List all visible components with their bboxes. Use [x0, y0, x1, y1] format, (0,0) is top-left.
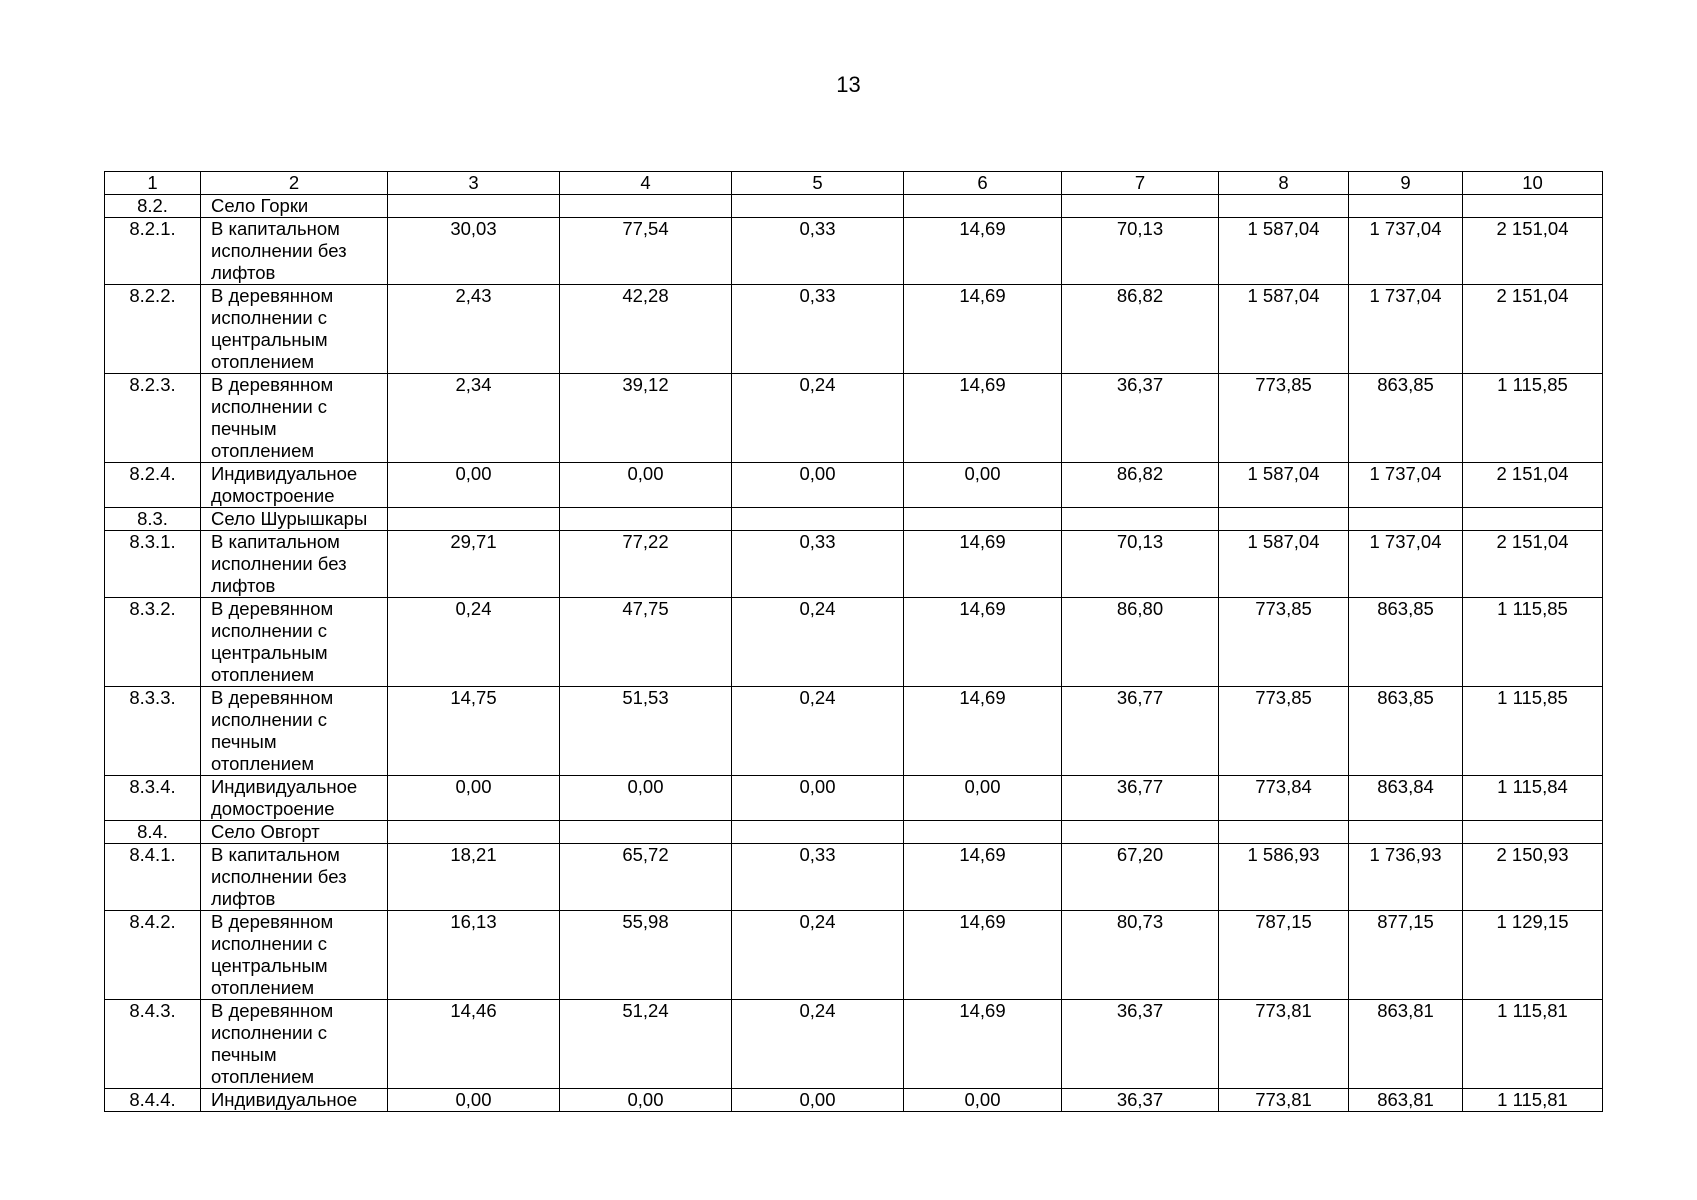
cell-value: 773,85	[1219, 374, 1349, 463]
cell-value: 0,33	[732, 218, 904, 285]
row-code: 8.2.4.	[105, 463, 201, 508]
table-row	[105, 844, 1603, 911]
cell-value: 86,80	[1062, 598, 1219, 687]
row-name: В деревянном исполнении с центральным отоплением	[201, 285, 388, 374]
row-name: В капитальном исполнении без лифтов	[201, 531, 388, 598]
column-header: 7	[1062, 172, 1219, 195]
cell-value	[904, 821, 1062, 844]
cell-value: 0,00	[904, 463, 1062, 508]
cell-value: 0,24	[732, 598, 904, 687]
row-code: 8.3.	[105, 508, 201, 531]
cell-value: 0,00	[560, 776, 732, 821]
table-row	[105, 821, 1603, 844]
cell-value: 863,81	[1349, 1089, 1463, 1112]
cell-value: 86,82	[1062, 285, 1219, 374]
cell-value: 18,21	[388, 844, 560, 911]
row-code: 8.4.4.	[105, 1089, 201, 1112]
cell-value: 51,53	[560, 687, 732, 776]
cell-value: 80,73	[1062, 911, 1219, 1000]
cell-value: 65,72	[560, 844, 732, 911]
table-row	[105, 508, 1603, 531]
cell-value	[1349, 508, 1463, 531]
cell-value: 14,69	[904, 844, 1062, 911]
row-code: 8.2.	[105, 195, 201, 218]
row-code: 8.4.1.	[105, 844, 201, 911]
table-row	[105, 598, 1603, 687]
cell-value: 773,85	[1219, 687, 1349, 776]
row-code: 8.2.2.	[105, 285, 201, 374]
cell-value: 773,85	[1219, 598, 1349, 687]
cell-value: 0,33	[732, 531, 904, 598]
cell-value: 0,24	[732, 1000, 904, 1089]
cell-value: 14,69	[904, 911, 1062, 1000]
cell-value	[1463, 508, 1603, 531]
column-header: 2	[201, 172, 388, 195]
table-row	[105, 1089, 1603, 1112]
cell-value	[904, 508, 1062, 531]
table-row	[105, 218, 1603, 285]
row-code: 8.2.3.	[105, 374, 201, 463]
cell-value: 1 587,04	[1219, 285, 1349, 374]
row-code: 8.3.3.	[105, 687, 201, 776]
cell-value: 14,46	[388, 1000, 560, 1089]
cell-value: 0,24	[732, 911, 904, 1000]
row-name: Село Шурышкары	[201, 508, 388, 531]
cell-value: 77,22	[560, 531, 732, 598]
cell-value: 863,85	[1349, 687, 1463, 776]
cell-value: 0,33	[732, 285, 904, 374]
cell-value: 773,84	[1219, 776, 1349, 821]
cell-value: 0,00	[732, 1089, 904, 1112]
row-code: 8.4.	[105, 821, 201, 844]
cell-value: 2,43	[388, 285, 560, 374]
cell-value: 877,15	[1349, 911, 1463, 1000]
cell-value: 47,75	[560, 598, 732, 687]
cell-value: 863,84	[1349, 776, 1463, 821]
table-row	[105, 776, 1603, 821]
cell-value: 36,77	[1062, 687, 1219, 776]
cell-value: 0,24	[732, 687, 904, 776]
tariff-table	[104, 171, 1603, 1112]
cell-value: 0,00	[388, 776, 560, 821]
cell-value: 2 151,04	[1463, 531, 1603, 598]
cell-value: 0,00	[388, 463, 560, 508]
cell-value: 42,28	[560, 285, 732, 374]
cell-value: 773,81	[1219, 1000, 1349, 1089]
cell-value: 1 737,04	[1349, 463, 1463, 508]
cell-value: 36,37	[1062, 374, 1219, 463]
cell-value: 77,54	[560, 218, 732, 285]
cell-value: 0,24	[732, 374, 904, 463]
cell-value	[1062, 195, 1219, 218]
cell-value: 70,13	[1062, 531, 1219, 598]
cell-value: 773,81	[1219, 1089, 1349, 1112]
cell-value: 14,69	[904, 218, 1062, 285]
cell-value	[732, 195, 904, 218]
row-code: 8.3.4.	[105, 776, 201, 821]
cell-value: 16,13	[388, 911, 560, 1000]
cell-value	[1062, 821, 1219, 844]
cell-value	[1349, 821, 1463, 844]
cell-value	[1463, 821, 1603, 844]
cell-value	[1062, 508, 1219, 531]
table-row	[105, 1000, 1603, 1089]
table-row	[105, 463, 1603, 508]
cell-value: 1 115,85	[1463, 598, 1603, 687]
cell-value: 1 737,04	[1349, 531, 1463, 598]
cell-value: 1 736,93	[1349, 844, 1463, 911]
cell-value	[1219, 508, 1349, 531]
cell-value: 1 586,93	[1219, 844, 1349, 911]
cell-value: 863,85	[1349, 598, 1463, 687]
row-name: В деревянном исполнении с печным отоплением	[201, 1000, 388, 1089]
row-code: 8.3.1.	[105, 531, 201, 598]
row-name: В деревянном исполнении с печным отоплением	[201, 687, 388, 776]
cell-value	[388, 821, 560, 844]
cell-value: 51,24	[560, 1000, 732, 1089]
table-row	[105, 285, 1603, 374]
cell-value: 787,15	[1219, 911, 1349, 1000]
cell-value: 86,82	[1062, 463, 1219, 508]
cell-value: 2 150,93	[1463, 844, 1603, 911]
cell-value: 2 151,04	[1463, 285, 1603, 374]
table-row	[105, 911, 1603, 1000]
cell-value: 36,37	[1062, 1089, 1219, 1112]
cell-value: 70,13	[1062, 218, 1219, 285]
cell-value: 1 737,04	[1349, 285, 1463, 374]
row-name: В деревянном исполнении с центральным отоплением	[201, 598, 388, 687]
row-name: В капитальном исполнении без лифтов	[201, 218, 388, 285]
row-name: Индивидуальное домостроение	[201, 776, 388, 821]
cell-value	[388, 195, 560, 218]
table-row	[105, 195, 1603, 218]
cell-value: 0,24	[388, 598, 560, 687]
column-header: 4	[560, 172, 732, 195]
cell-value: 14,69	[904, 687, 1062, 776]
cell-value	[732, 508, 904, 531]
cell-value: 29,71	[388, 531, 560, 598]
cell-value	[732, 821, 904, 844]
cell-value: 0,00	[388, 1089, 560, 1112]
row-code: 8.4.2.	[105, 911, 201, 1000]
cell-value: 0,00	[560, 1089, 732, 1112]
cell-value: 14,69	[904, 531, 1062, 598]
cell-value: 863,81	[1349, 1000, 1463, 1089]
column-header: 5	[732, 172, 904, 195]
column-header: 3	[388, 172, 560, 195]
cell-value	[1219, 821, 1349, 844]
cell-value: 1 587,04	[1219, 531, 1349, 598]
cell-value: 2 151,04	[1463, 463, 1603, 508]
cell-value	[1219, 195, 1349, 218]
cell-value: 1 115,85	[1463, 374, 1603, 463]
row-name: В деревянном исполнении с печным отоплением	[201, 374, 388, 463]
cell-value: 2,34	[388, 374, 560, 463]
cell-value: 1 115,84	[1463, 776, 1603, 821]
cell-value: 0,00	[732, 463, 904, 508]
cell-value: 1 587,04	[1219, 218, 1349, 285]
cell-value: 863,85	[1349, 374, 1463, 463]
cell-value	[1349, 195, 1463, 218]
cell-value: 0,33	[732, 844, 904, 911]
cell-value	[560, 508, 732, 531]
row-name: В капитальном исполнении без лифтов	[201, 844, 388, 911]
column-header: 6	[904, 172, 1062, 195]
cell-value: 1 115,85	[1463, 687, 1603, 776]
cell-value: 1 115,81	[1463, 1000, 1603, 1089]
cell-value: 0,00	[904, 1089, 1062, 1112]
cell-value	[560, 195, 732, 218]
cell-value: 14,69	[904, 598, 1062, 687]
row-code: 8.3.2.	[105, 598, 201, 687]
row-name: Село Овгорт	[201, 821, 388, 844]
table-row	[105, 531, 1603, 598]
cell-value: 1 129,15	[1463, 911, 1603, 1000]
cell-value: 1 115,81	[1463, 1089, 1603, 1112]
row-code: 8.4.3.	[105, 1000, 201, 1089]
row-code: 8.2.1.	[105, 218, 201, 285]
cell-value: 1 587,04	[1219, 463, 1349, 508]
cell-value	[388, 508, 560, 531]
cell-value: 14,75	[388, 687, 560, 776]
column-header: 10	[1463, 172, 1603, 195]
cell-value: 0,00	[560, 463, 732, 508]
cell-value: 14,69	[904, 1000, 1062, 1089]
cell-value: 14,69	[904, 374, 1062, 463]
cell-value: 0,00	[904, 776, 1062, 821]
cell-value	[904, 195, 1062, 218]
row-name: Индивидуальное	[201, 1089, 388, 1112]
cell-value: 1 737,04	[1349, 218, 1463, 285]
cell-value: 30,03	[388, 218, 560, 285]
table-row	[105, 374, 1603, 463]
cell-value: 67,20	[1062, 844, 1219, 911]
cell-value: 14,69	[904, 285, 1062, 374]
row-name: Село Горки	[201, 195, 388, 218]
cell-value	[1463, 195, 1603, 218]
column-header: 9	[1349, 172, 1463, 195]
row-name: Индивидуальное домостроение	[201, 463, 388, 508]
table-header-row	[105, 172, 1603, 195]
cell-value: 2 151,04	[1463, 218, 1603, 285]
cell-value: 55,98	[560, 911, 732, 1000]
page-number: 13	[836, 72, 861, 97]
cell-value: 39,12	[560, 374, 732, 463]
table-row	[105, 687, 1603, 776]
row-name: В деревянном исполнении с центральным отоплением	[201, 911, 388, 1000]
column-header: 1	[105, 172, 201, 195]
column-header: 8	[1219, 172, 1349, 195]
cell-value: 0,00	[732, 776, 904, 821]
cell-value: 36,77	[1062, 776, 1219, 821]
cell-value	[560, 821, 732, 844]
cell-value: 36,37	[1062, 1000, 1219, 1089]
